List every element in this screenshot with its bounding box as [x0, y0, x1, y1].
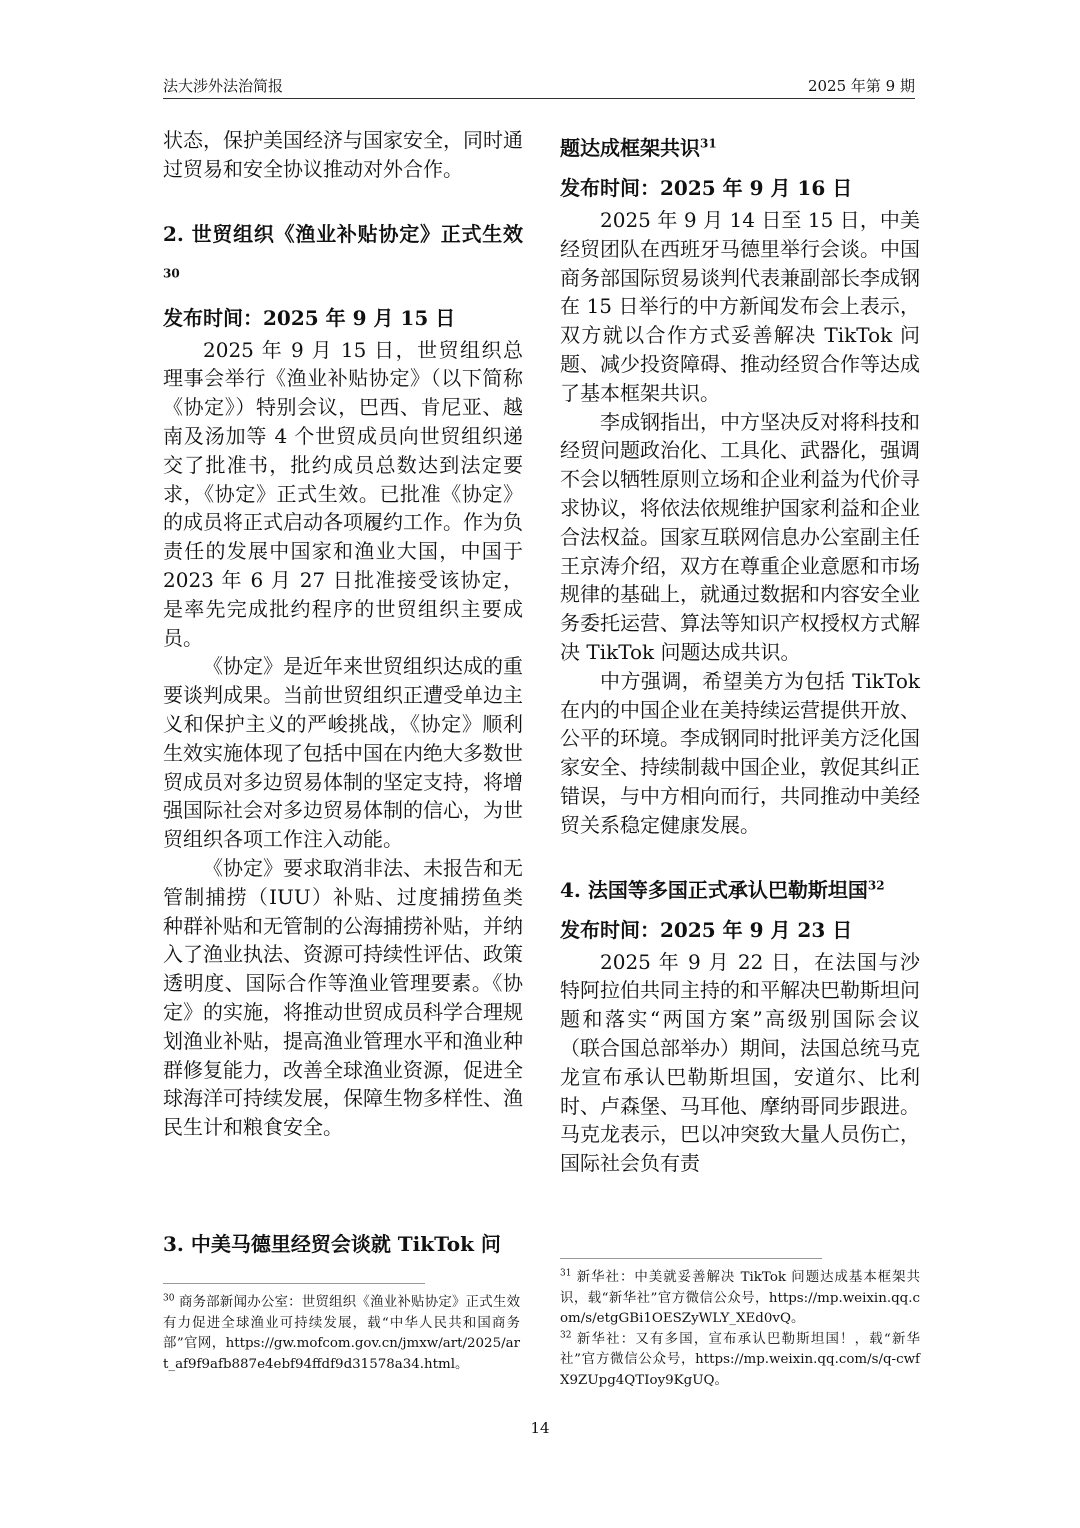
- section-4-title: [560, 868, 920, 912]
- section-2-paragraph-2: 《协定》是近年来世贸组织达成的重要谈判成果。当前世贸组织正遭受单边主义和保护主义的严峻挑战，《协定》顺利生效实施体现了包括中国在内绝大多数世贸成员对多边贸易体制的坚定支持，将增强国际社会对多边贸易体制的信心，为世贸组织各项工作注入动能。: [163, 654, 523, 852]
- section-4-published: 发布时间：2025 年 9 月 23 日: [560, 917, 853, 942]
- spacer: [163, 184, 523, 212]
- left-column: [163, 126, 523, 1142]
- right-footnote-separator: [560, 1258, 822, 1259]
- left-footnote-separator: [163, 1283, 425, 1284]
- footnote-30: [163, 1293, 520, 1375]
- section-3-title-end-text: 题达成框架共识: [560, 136, 700, 160]
- issue-number: 2025 年第 9 期: [807, 77, 915, 95]
- section-3-paragraph-1: 2025 年 9 月 14 日至 15 日，中美经贸团队在西班牙马德里举行会谈。中国商务部国际贸易谈判代表兼副部长李成钢在 15 日举行的中方新闻发布会上表示，双方就以合作方式妥善解决 TikTok 问题、减少投资障碍、推动经贸合作等达成了基本框架共识。: [560, 208, 920, 405]
- section-2-title: [163, 212, 523, 300]
- footnote-text-30: 商务部新闻办公室：世贸组织《渔业补贴协定》正式生效 有力促进全球渔业可持续发展，载“中华人民共和国商务部”官网，https://gw.mofcom.gov.cn/jmxw/art/2025/art_af9f9afb887e4ebf94ffdf9d31578a34.html。: [163, 1295, 520, 1372]
- footnote-number-30: 30: [163, 1293, 175, 1304]
- right-column: [560, 126, 920, 1178]
- page-number: 14: [530, 1419, 550, 1437]
- footnote-31: [560, 1268, 920, 1330]
- footnote-32: [560, 1330, 920, 1392]
- footnote-ref-30: 30: [163, 265, 180, 280]
- spacer: [560, 840, 920, 868]
- section-2-paragraph-3: 《协定》要求取消非法、未报告和无管制捕捞（IUU）补贴、过度捕捞鱼类种群补贴和无管制的公海捕捞补贴，并纳入了渔业执法、资源可持续性评估、政策透明度、国际合作等渔业管理要素。《协定》的实施，将推动世贸成员科学合理规划渔业补贴，提高渔业管理水平和渔业种群修复能力，改善全球渔业资源，促进全球海洋可持续发展，保障生物多样性、渔民生计和粮食安全。: [163, 855, 523, 1140]
- footnote-text-32: 新华社：又有多国，宣布承认巴勒斯坦国！，载“新华社”官方微信公众号，https://mp.weixin.qq.com/s/q-cwfX9ZUpg4QTIoy9KgUQ。: [560, 1331, 920, 1388]
- footnote-ref-31: 31: [700, 136, 717, 151]
- footnote-ref-32: 32: [867, 877, 885, 892]
- section-3-title-end: [560, 126, 920, 170]
- publication-title: 法大涉外法治简报: [163, 77, 284, 95]
- section-2-published: 发布时间：2025 年 9 月 15 日: [163, 305, 456, 330]
- section-4-paragraph: 2025 年 9 月 22 日，在法国与沙特阿拉伯共同主持的和平解决巴勒斯坦问题和落实“两国方案”高级别国际会议（联合国总部举办）期间，法国总统马克龙宣布承认巴勒斯坦国，安道尔、比利时、卢森堡、马耳他、摩纳哥同步跟进。马克龙表示，巴以冲突致大量人员伤亡，国际社会负有责: [560, 949, 920, 1176]
- footnote-number-31: 31: [560, 1268, 572, 1279]
- intro-continuation: 状态，保护美国经济与国家安全，同时通过贸易和安全协议推动对外合作。: [163, 128, 523, 181]
- footnotes-right: [560, 1268, 920, 1391]
- footnote-text-31: 新华社：中美就妥善解决 TikTok 问题达成基本框架共识，载“新华社”官方微信公众号，https://mp.weixin.qq.com/s/etgGBi1OESZyWLY_XEd0vQ。: [560, 1270, 920, 1326]
- section-2-title-text: 2. 世贸组织《渔业补贴协定》正式生效: [163, 221, 523, 246]
- section-2-paragraph-1: 2025 年 9 月 15 日，世贸组织总理事会举行《渔业补贴协定》（以下简称《协定》）特别会议，巴西、肯尼亚、越南及汤加等 4 个世贸成员向世贸组织递交了批准书，批约成员总数达到法定要求，《协定》正式生效。已批准《协定》的成员将正式启动各项履约工作。作为负责任的发展中国家和渔业大国，中国于 2023 年 6 月 27 日批准接受该协定，是率先完成批约程序的世贸组织主要成员。: [163, 337, 523, 650]
- section-3-published: 发布时间：2025 年 9 月 16 日: [560, 176, 853, 200]
- section-3-paragraph-2: 李成钢指出，中方坚决反对将科技和经贸问题政治化、工具化、武器化，强调不会以牺牲原则立场和企业利益为代价寻求协议，将依法依规维护国家利益和企业合法权益。国家互联网信息办公室副主任王京涛介绍，双方在尊重企业意愿和市场规律的基础上，就通过数据和内容安全业务委托运营、算法等知识产权授权方式解决 TikTok 问题达成共识。: [560, 409, 920, 664]
- page-header: [163, 76, 915, 99]
- footnote-number-32: 32: [560, 1330, 572, 1341]
- section-3-paragraph-3: 中方强调，希望美方为包括 TikTok 在内的中国企业在美持续运营提供开放、公平的环境。李成钢同时批评美方泛化国家安全、持续制裁中国企业，敦促其纠正错误，与中方相向而行，共同推动中美经贸关系稳定健康发展。: [560, 668, 920, 837]
- section-4-title-text: 4. 法国等多国正式承认巴勒斯坦国: [560, 877, 868, 902]
- section-3-title-start: 3. 中美马德里经贸会谈就 TikTok 问: [163, 1232, 501, 1256]
